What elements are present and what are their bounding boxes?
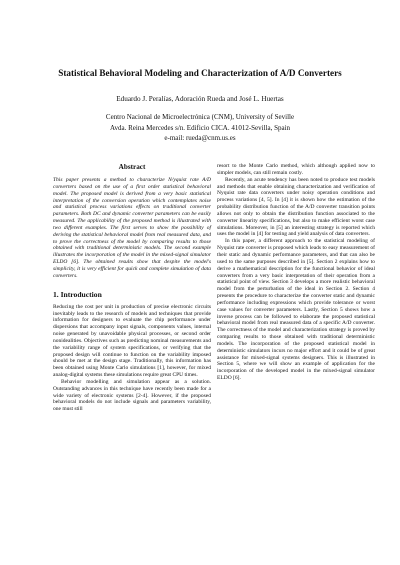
paper-title: Statistical Behavioral Modeling and Characterization of A/D Converters	[58, 68, 342, 78]
body-paragraph: Behavior modelling and simulation appear as a solution. Outstanding advances in this technique have recently been made for a wide variety of electronic systems [2-4]. However, if the proposed behavioral models do not include signals and parameters variability, one must still	[53, 378, 211, 413]
affiliation-block	[0, 112, 400, 144]
abstract-heading: Abstract	[118, 163, 146, 171]
body-paragraph: resort to the Monte Carlo method, which although applied now to simpler models, can still remain costly.	[217, 163, 375, 176]
affiliation-line: Avda. Reina Mercedes s/n. Edificio CICA. 41012-Sevilla, Spain	[109, 123, 291, 132]
body-paragraph: Recently, an acute tendency has been noted to produce test models and methods that enable obtaining characterization and verification of Nyquist rate data converters under noisy operation conditions and process variations [4, 5]. In [4] it is shown how the estimation of the probability distribution function of the A/D converter transition points allows not only to obtain the distribution function associated to the converter linearity specifications, but also to make efficient worst case simulations. Moreover, in [5] an interesting strategy is reported which uses the model in [4] for testing and yield analysis of data converters.	[217, 176, 375, 238]
author-list: Eduardo J. Peralías, Adoración Rueda and José L. Huertas	[116, 95, 284, 103]
affiliation-line: Centro Nacional de Microelectrónica (CNM), University of Seville	[105, 113, 295, 121]
body-paragraph: In this paper, a different approach to the statistical modeling of Nyquist rate converter is proposed which leads to easy measurement of their static and dynamic performance parameters, and that can also be used to the same purposes described in [5]. Section 2 explains how to derive a mathematical description for the functional behavior of ideal converters from a very basic interpretation of their operation from a statistical point of view. Section 3 develops a more realistic behavioral model from the perturbation of the ideal in Section 2. Section 4 presents the procedure to characterize the converter static and dynamic performance including expressions which provide tolerance or worst case values for converter parameters. Lastly, Section 5 shows how a inverse process can be followed to elaborate the proposed statistical behavioral model from real measured data of a specific A/D converter. The correctness of the model and characterization strategy is proved by comparing results to those obtained with traditional deterministic models. The incorporation of the proposed statistical model in deterministic simulators incurs no major effort and it could be of great assistance for mixed-signal systems designers. This is illustrated in Section 5, where we will show an example of application for the incorporation of the developed model in the mixed-signal simulator ELDO [6].	[217, 238, 375, 382]
body-paragraph: Reducing the cost per unit in production of precise electronic circuits inevitably leads to the research of models and techniques that provide information for designers to evaluate the chip performance under dispersions that accompany input signals, components values, internal noise generated by unavoidable physical processes, or second order nonidealities. Objectives such as predicting nominal measurements and the variability range of system specifications, or verifying that the proposed design will continue to function on the variability imposed should be met at the design stage. Traditionally, this information has been obtained using Monte Carlo simulations [1], however, for mixed analog-digital systems these simulations require great CPU times.	[53, 303, 211, 379]
right-column	[217, 163, 375, 382]
abstract-text: This paper presents a method to characterize N/yquist rate A/D converters based on the use of a first order statistical behavioral model. The proposed model is derived from a very basic statistical interpretation of the conversion operation which contemplates noise and statistical process variations effects on traditional converter parameters. Both DC and dynamic converter parameters can be easily measured. The applicability of the proposed method is illustrated with two different examples. The first serves to show the possibility of deriving the statistical behavioral model from real measured data, and to prove the correctness of the model by comparing results to those obtained with traditional deterministic models. The second example illustrates the incorporation of the model in the mixed-signal simulator ELDO [6]. The obtained results show that despite the model's simplicity, it is very efficient for quick and complete simulation of data converters.	[53, 177, 211, 279]
email-line: e-mail: rueda@cnm.us.es	[164, 134, 236, 143]
section-heading-introduction: 1. Introduction	[53, 289, 102, 299]
left-column	[53, 163, 211, 413]
